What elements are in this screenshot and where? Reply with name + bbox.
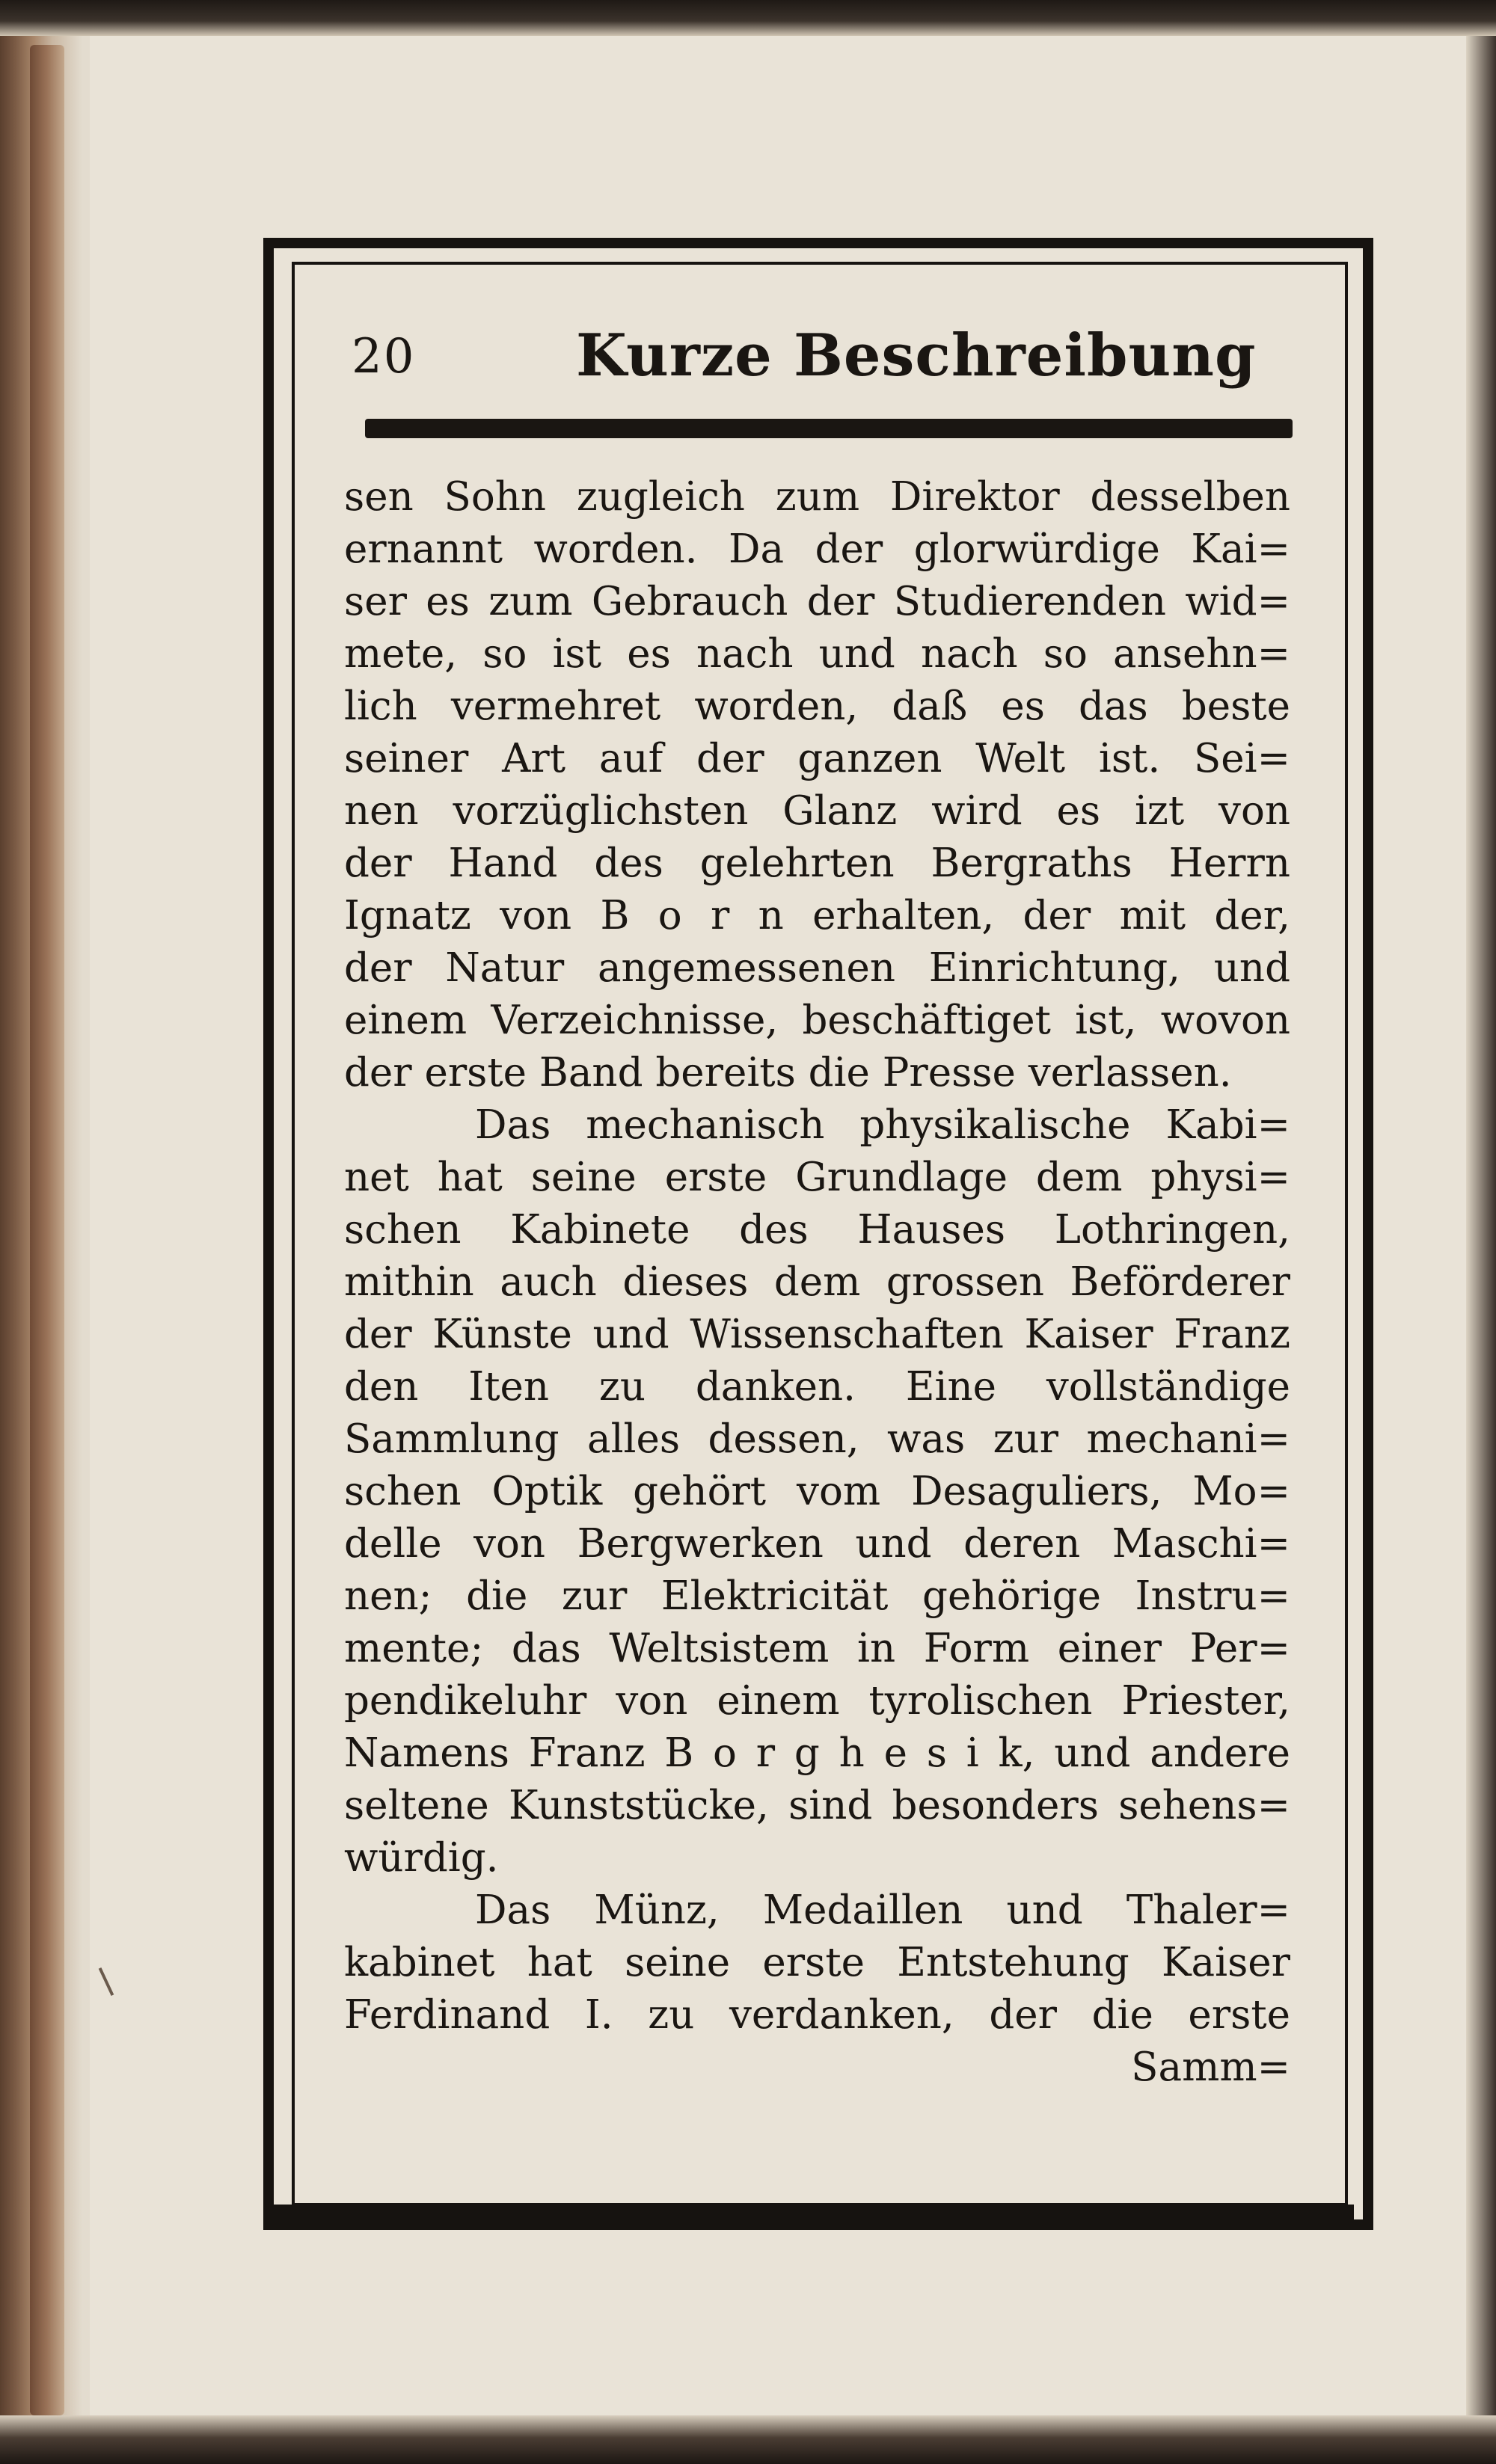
text-line: sen Sohn zugleich zum Direktor desselben bbox=[344, 474, 1290, 520]
text-line: delle von Bergwerken und deren Maschi= bbox=[344, 1521, 1290, 1567]
text-line: mithin auch dieses dem grossen Beförderer bbox=[344, 1259, 1290, 1305]
text-line: würdig. bbox=[344, 1835, 499, 1881]
text-line: nen; die zur Elektricität gehörige Instru= bbox=[344, 1573, 1290, 1619]
text-line: der Natur angemessenen Einrichtung, und bbox=[344, 945, 1290, 991]
scan-top-edge bbox=[0, 0, 1496, 36]
frame-bottom-rule bbox=[266, 2205, 1354, 2221]
header-rule bbox=[365, 419, 1293, 438]
catchword: Samm= bbox=[1131, 2044, 1290, 2090]
scan-bottom-edge bbox=[0, 2415, 1496, 2464]
text-line: der erste Band bereits die Presse verlassen. bbox=[344, 1050, 1232, 1096]
text-line: lich vermehret worden, daß es das beste bbox=[344, 683, 1290, 729]
text-line: seltene Kunststücke, sind besonders sehens= bbox=[344, 1783, 1290, 1828]
page-header bbox=[352, 314, 1324, 404]
text-line: nen vorzüglichsten Glanz wird es izt von bbox=[344, 788, 1290, 834]
text-line: Namens Franz B o r g h e s i k, und andere bbox=[344, 1730, 1290, 1776]
text-line: ernannt worden. Da der glorwürdige Kai= bbox=[344, 526, 1290, 572]
text-line: pendikeluhr von einem tyrolischen Priester, bbox=[344, 1678, 1290, 1724]
paragraph-start-line: Das mechanisch physikalische Kabi= bbox=[475, 1102, 1290, 1148]
text-line: der Künste und Wissenschaften Kaiser Franz bbox=[344, 1312, 1290, 1357]
text-line: schen Kabinete des Hauses Lothringen, bbox=[344, 1207, 1290, 1253]
text-line: Sammlung alles dessen, was zur mechani= bbox=[344, 1416, 1290, 1462]
text-line: kabinet hat seine erste Entstehung Kaiser bbox=[344, 1940, 1290, 1985]
book-spine-edge bbox=[30, 45, 64, 2415]
body-text bbox=[344, 471, 1290, 2094]
text-line: seiner Art auf der ganzen Welt ist. Sei= bbox=[344, 736, 1290, 781]
text-line: der Hand des gelehrten Bergraths Herrn bbox=[344, 841, 1290, 886]
text-line: schen Optik gehört vom Desaguliers, Mo= bbox=[344, 1469, 1290, 1514]
running-title: Kurze Beschreibung bbox=[576, 322, 1257, 390]
text-line: einem Verzeichnisse, beschäftiget ist, wovon bbox=[344, 998, 1290, 1043]
text-line: mente; das Weltsistem in Form einer Per= bbox=[344, 1626, 1290, 1671]
text-line: mete, so ist es nach und nach so ansehn= bbox=[344, 631, 1290, 677]
text-line: den Iten zu danken. Eine vollständige bbox=[344, 1364, 1290, 1410]
text-line: Ferdinand I. zu verdanken, der die erste bbox=[344, 1992, 1290, 2038]
text-line: net hat seine erste Grundlage dem physi= bbox=[344, 1155, 1290, 1200]
paragraph-start-line: Das Münz, Medaillen und Thaler= bbox=[475, 1887, 1290, 1933]
text-line: ser es zum Gebrauch der Studierenden wid= bbox=[344, 579, 1290, 624]
text-line: Ignatz von B o r n erhalten, der mit der, bbox=[344, 893, 1290, 938]
page-number: 20 bbox=[352, 329, 416, 384]
